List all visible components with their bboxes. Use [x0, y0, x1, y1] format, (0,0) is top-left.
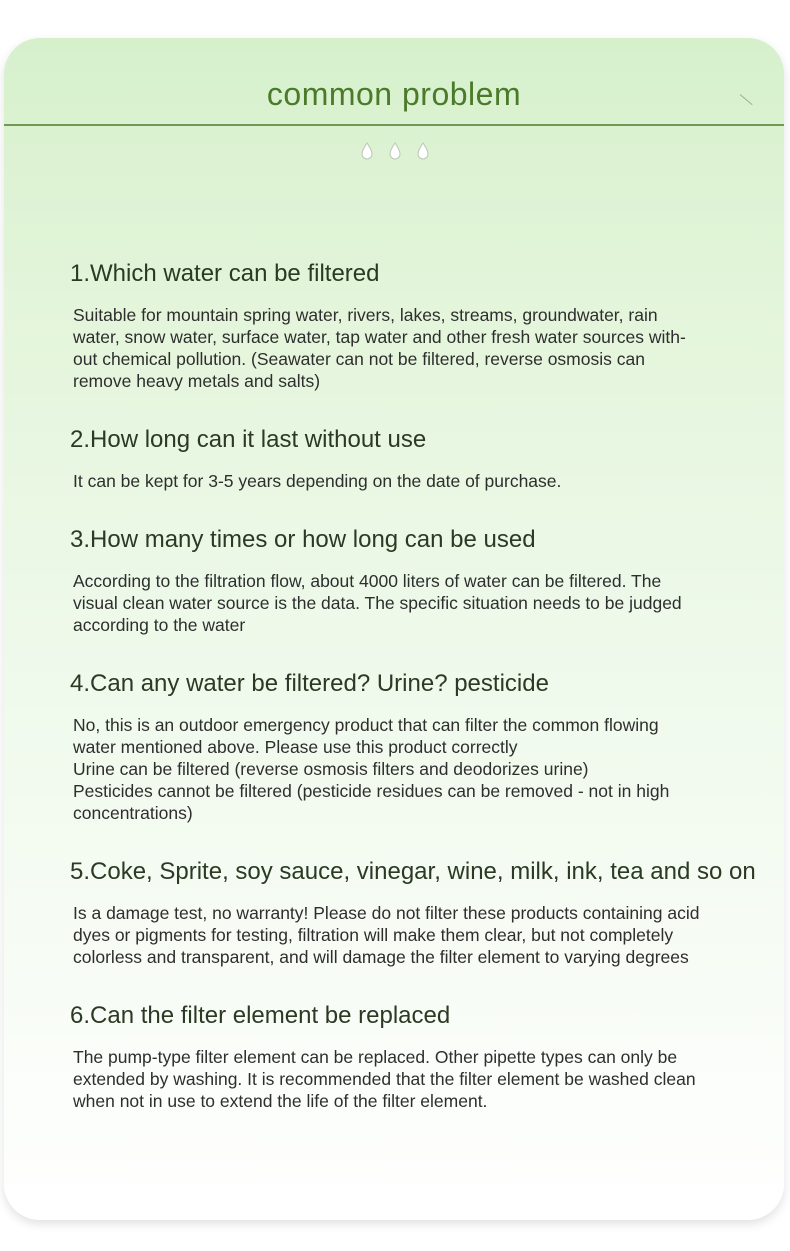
faq-answer: Is a damage test, no warranty! Please do not filter these products containing acid dyes or pigments for testing, filtration will make them clear, but not completely colorless and transparent, and will damage the filter element to varying degrees — [73, 903, 700, 967]
page-title: common problem — [266, 76, 522, 112]
faq-answer: No, this is an outdoor emergency product that can filter the common flowing water mentioned above. Please use this product correctly Urine can be filtered (reverse osmosis filters and deodorizes urine) Pesticides cannot be filtered (pesticide residues can be removed - not in high concentrations) — [73, 715, 670, 823]
faq-list — [70, 260, 776, 1146]
faq-question: 6.Can the filter element be replaced — [70, 1002, 451, 1029]
faq-question: 2.How long can it last without use — [70, 426, 427, 453]
drop-decoration — [360, 142, 430, 160]
faq-item — [70, 1002, 776, 1112]
faq-item — [70, 526, 776, 636]
faq-question: 1.Which water can be filtered — [70, 260, 380, 287]
faq-item — [70, 670, 776, 824]
water-drop-icon — [416, 142, 430, 160]
faq-question: 4.Can any water be filtered? Urine? pesticide — [70, 670, 549, 697]
title-divider — [4, 124, 784, 126]
faq-item — [70, 858, 776, 968]
faq-answer: It can be kept for 3-5 years depending on the date of purchase. — [73, 471, 562, 491]
faq-question: 3.How many times or how long can be used — [70, 526, 536, 553]
faq-item — [70, 426, 776, 492]
faq-item — [70, 260, 776, 392]
faq-answer: The pump-type filter element can be replaced. Other pipette types can only be extended by washing. It is recommended that the filter element be washed clean when not in use to extend the life of the filter element. — [73, 1047, 696, 1111]
water-drop-icon — [360, 142, 374, 160]
faq-answer: Suitable for mountain spring water, rivers, lakes, streams, groundwater, rain water, snow water, surface water, tap water and other fresh water sources with- out chemical pollution. (Seawater can not be filtered, reverse osmosis can remove heavy metals and salts) — [73, 305, 686, 391]
faq-card — [4, 38, 784, 1220]
faq-question: 5.Coke, Sprite, soy sauce, vinegar, wine, milk, ink, tea and so on — [70, 858, 756, 885]
faq-answer: According to the filtration flow, about 4000 liters of water can be filtered. The visual clean water source is the data. The specific situation needs to be judged according to the water — [73, 571, 682, 635]
water-drop-icon — [388, 142, 402, 160]
